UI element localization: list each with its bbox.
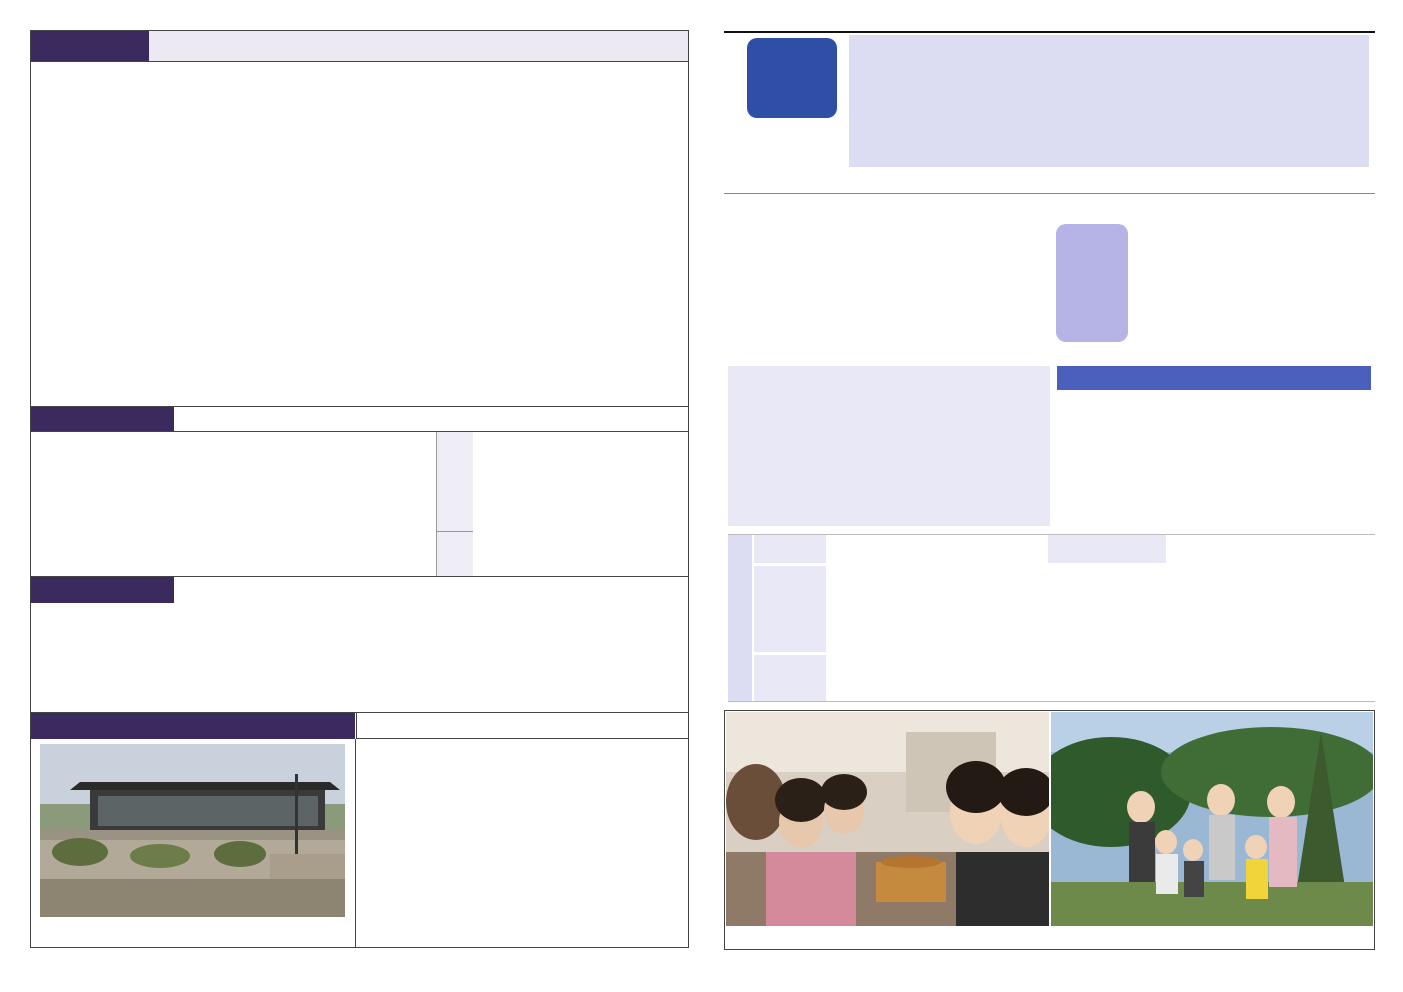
leader-label (754, 535, 826, 563)
restore-title (31, 407, 174, 431)
business-header (31, 712, 688, 739)
welcome-quote (849, 35, 1369, 167)
period-cell-2 (437, 532, 473, 576)
meal-table (728, 199, 1048, 356)
offer-label (754, 655, 826, 701)
period-cell-1 (437, 432, 473, 532)
events-title (356, 713, 688, 739)
prayer-label (1048, 535, 1166, 563)
deborah-photo-art (1051, 712, 1373, 926)
news-section-label (31, 31, 149, 61)
guide-label (754, 566, 826, 652)
cafe-photo-art (726, 712, 1049, 926)
welcome-rule (724, 193, 1375, 194)
members-header (31, 576, 688, 603)
worship-box (728, 534, 1375, 702)
lunch-badge (1056, 224, 1128, 342)
business-photo-art (40, 744, 345, 917)
online-box (728, 366, 1050, 526)
restore-header (31, 406, 688, 432)
business-title (31, 713, 355, 739)
cafe-photo (726, 712, 1049, 926)
dept-box (1057, 366, 1373, 528)
welcome-badge (747, 38, 837, 118)
restore-account (52, 451, 64, 470)
worship-side-label (728, 535, 752, 701)
news-header (31, 31, 688, 62)
right-top-rule (724, 31, 1375, 33)
restore-table (436, 432, 688, 576)
deborah-photo (1051, 712, 1373, 926)
photo-divider (1049, 712, 1051, 948)
members-title (31, 577, 174, 603)
business-photo (40, 744, 345, 917)
events-divider (355, 739, 356, 948)
dept-title (1057, 366, 1371, 390)
